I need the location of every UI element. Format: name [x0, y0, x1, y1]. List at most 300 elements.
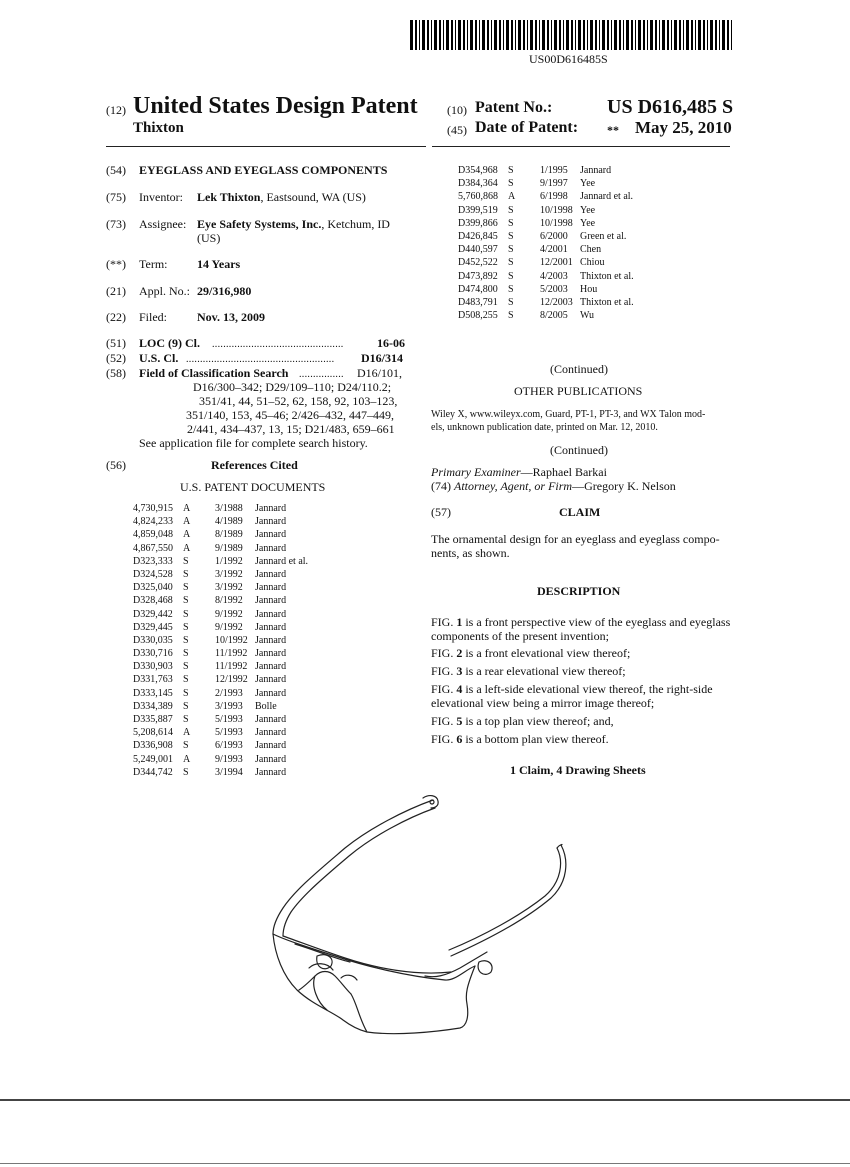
reference-name: Yee [580, 204, 596, 216]
reference-number: D452,522 [458, 257, 498, 269]
filed-label: Filed: [139, 310, 168, 324]
appl-code: (21) [106, 284, 126, 298]
patent-no-code: (10) [447, 103, 467, 117]
barcode-number: US00D616485S [529, 52, 608, 66]
barcode-bar [506, 20, 509, 50]
barcode [410, 20, 732, 50]
reference-kind: S [183, 634, 189, 646]
barcode-bar [494, 20, 497, 50]
reference-row [133, 634, 393, 647]
barcode-bar [542, 20, 545, 50]
reference-number: 5,249,001 [133, 753, 173, 765]
barcode-bar [698, 20, 701, 50]
barcode-bar [719, 20, 720, 50]
description-line [431, 714, 614, 728]
reference-number: D474,800 [458, 283, 498, 295]
reference-name: Bolle [255, 700, 277, 712]
reference-number: 5,208,614 [133, 727, 173, 739]
loc-code: (51) [106, 336, 126, 350]
patent-number: US D616,485 S [607, 96, 734, 118]
reference-name: Jannard [255, 529, 287, 541]
claim-heading: CLAIM [559, 505, 601, 519]
fig-prefix: FIG. [431, 714, 457, 728]
claim-text-line-2: nents, as shown. [431, 546, 510, 560]
reference-number: D329,445 [133, 621, 173, 633]
reference-name: Chiou [580, 257, 605, 269]
reference-name: Jannard [255, 516, 287, 528]
reference-kind: A [183, 727, 191, 739]
reference-number: D329,442 [133, 608, 173, 620]
reference-date: 5/2003 [540, 283, 568, 295]
reference-number: D344,742 [133, 766, 173, 778]
reference-kind: S [508, 178, 514, 190]
inventor-place: , Eastsound, WA (US) [260, 190, 366, 204]
fig-number: 6 [456, 732, 463, 746]
reference-date: 5/1993 [215, 727, 243, 739]
continued-1: (Continued) [550, 362, 608, 376]
barcode-bar [650, 20, 653, 50]
reference-name: Jannard [255, 727, 287, 739]
reference-number: D336,908 [133, 740, 173, 752]
barcode-bar [487, 20, 489, 50]
viewer-bottom-line [0, 1163, 850, 1164]
fig-number: 2 [456, 646, 463, 660]
other-publication-line-1: Wiley X, www.wileyx.com, Guard, PT-1, PT-3, and WX Talon mod- [431, 409, 706, 420]
barcode-bar [635, 20, 636, 50]
us-cl-code: (52) [106, 351, 126, 365]
reference-kind: S [508, 244, 514, 256]
barcode-bar [434, 20, 437, 50]
reference-kind: S [183, 766, 189, 778]
inventor-surname-header: Thixton [133, 120, 184, 136]
barcode-bar [470, 20, 473, 50]
fig-text: is a top plan view thereof; and, [462, 714, 614, 728]
reference-row [133, 568, 393, 581]
primary-examiner-name: —Raphael Barkai [520, 465, 607, 479]
fig-number: 4 [456, 682, 463, 696]
reference-kind: S [508, 296, 514, 308]
barcode-bar [535, 20, 537, 50]
inventor-name: Lek Thixton [197, 190, 261, 204]
reference-date: 4/2003 [540, 270, 568, 282]
inventor-field [197, 190, 366, 204]
reference-name: Chen [580, 244, 602, 256]
field-search-line-5: 2/441, 434–437, 13, 15; D21/483, 659–661 [187, 422, 395, 436]
inventor-code: (75) [106, 190, 126, 204]
reference-number: D323,333 [133, 555, 173, 567]
barcode-bar [547, 20, 549, 50]
fig-prefix: FIG. [431, 664, 457, 678]
barcode-bar [415, 20, 417, 50]
barcode-bar [539, 20, 540, 50]
barcode-bar [686, 20, 689, 50]
reference-name: Wu [580, 310, 595, 322]
reference-date: 8/1992 [215, 595, 243, 607]
reference-name: Jannard [255, 542, 287, 554]
reference-row [133, 753, 393, 766]
barcode-bar [443, 20, 444, 50]
reference-date: 5/1993 [215, 714, 243, 725]
assignee-field [197, 217, 390, 231]
reference-date: 6/1998 [540, 191, 568, 203]
us-cl-label: U.S. Cl. [139, 351, 179, 365]
reference-date: 12/2001 [540, 257, 573, 269]
doc-type-code: (12) [106, 103, 126, 117]
fig-prefix: FIG. [431, 615, 457, 629]
reference-name: Jannard [255, 634, 287, 646]
reference-name: Jannard [255, 687, 287, 699]
fig-prefix: FIG. [431, 732, 457, 746]
fig-number: 5 [456, 714, 463, 728]
reference-kind: S [183, 648, 189, 660]
barcode-bar [727, 20, 729, 50]
term-value: 14 Years [197, 257, 241, 271]
field-search-line-1: D16/101, [357, 366, 402, 380]
reference-name: Thixton et al. [580, 296, 634, 308]
references-heading: References Cited [211, 458, 298, 472]
reference-name: Jannard [255, 766, 287, 778]
reference-kind: S [183, 595, 189, 607]
reference-name: Jannard [255, 621, 287, 633]
barcode-bar [710, 20, 713, 50]
fig-prefix: FIG. [431, 682, 457, 696]
barcode-bar [527, 20, 528, 50]
barcode-bar [499, 20, 501, 50]
loc-value: 16-06 [377, 336, 405, 350]
patent-date: May 25, 2010 [635, 118, 732, 137]
reference-row [458, 296, 718, 309]
reference-number: 4,867,550 [133, 542, 173, 554]
reference-name: Yee [580, 178, 596, 190]
reference-row [458, 217, 718, 230]
barcode-bar [503, 20, 504, 50]
barcode-bar [647, 20, 648, 50]
fig-text: is a bottom plan view thereof. [462, 732, 609, 746]
reference-number: D324,528 [133, 568, 173, 580]
reference-number: D399,866 [458, 217, 498, 229]
reference-number: D508,255 [458, 310, 498, 322]
barcode-bar [559, 20, 561, 50]
reference-row [458, 309, 718, 322]
reference-kind: A [183, 503, 191, 514]
fig-prefix: FIG. [431, 646, 457, 660]
barcode-bar [583, 20, 585, 50]
reference-number: D325,040 [133, 582, 173, 594]
attorney-code: (74) [431, 479, 451, 493]
reference-row [458, 270, 718, 283]
page-bottom-border [0, 1099, 850, 1101]
barcode-bar [566, 20, 569, 50]
reference-date: 3/1988 [215, 503, 243, 514]
barcode-bar [479, 20, 480, 50]
reference-name: Thixton et al. [580, 270, 634, 282]
barcode-bar [518, 20, 521, 50]
reference-name: Jannard [255, 648, 287, 660]
header-divider-right [432, 146, 730, 147]
reference-kind: S [508, 270, 514, 282]
filed-value: Nov. 13, 2009 [197, 310, 266, 324]
barcode-bar [515, 20, 516, 50]
reference-row [133, 502, 393, 515]
filed-code: (22) [106, 310, 126, 324]
reference-row [458, 230, 718, 243]
barcode-bar [554, 20, 557, 50]
barcode-bar [671, 20, 672, 50]
barcode-bar [482, 20, 485, 50]
barcode-bar [611, 20, 612, 50]
reference-date: 3/1992 [215, 582, 243, 594]
description-line: components of the present invention; [431, 629, 609, 643]
reference-date: 9/1997 [540, 178, 568, 190]
reference-number: D330,716 [133, 648, 173, 660]
barcode-bar [467, 20, 468, 50]
right-temple-arm [451, 845, 566, 956]
reference-name: Jannard [255, 740, 287, 752]
assignee-place: , Ketchum, ID [321, 217, 390, 231]
barcode-bar [722, 20, 725, 50]
reference-row [133, 713, 393, 726]
field-search-line-2: D16/300–342; D29/109–110; D24/110.2; [193, 380, 392, 394]
us-cl-dots: ..................................................... [186, 354, 335, 365]
barcode-bar [410, 20, 413, 50]
barcode-bar [683, 20, 684, 50]
loc-dots: ............................................... [212, 339, 344, 350]
patent-no-label: Patent No.: [475, 99, 553, 116]
reference-name: Jannard [255, 714, 287, 725]
assignee-label: Assignee: [139, 217, 187, 231]
reference-number: D330,903 [133, 661, 173, 673]
reference-row [133, 515, 393, 528]
barcode-bar [614, 20, 617, 50]
term-code: (**) [106, 257, 126, 271]
barcode-bar [695, 20, 696, 50]
us-cl-value: D16/314 [361, 351, 403, 365]
barcode-bar [626, 20, 629, 50]
appl-label: Appl. No.: [139, 284, 190, 298]
reference-kind: S [508, 217, 514, 229]
reference-row [458, 283, 718, 296]
reference-row [133, 726, 393, 739]
barcode-bar [655, 20, 657, 50]
reference-name: Jannard [255, 661, 287, 673]
us-patent-docs-heading: U.S. PATENT DOCUMENTS [180, 480, 326, 494]
reference-kind: S [508, 165, 514, 176]
claim-text-line-1: The ornamental design for an eyeglass and eyeglass compo- [431, 532, 720, 546]
barcode-bar [587, 20, 588, 50]
reference-kind: S [183, 568, 189, 580]
barcode-bar [578, 20, 581, 50]
attorney-name: —Gregory K. Nelson [572, 479, 676, 493]
description-line [431, 682, 713, 696]
reference-number: D426,845 [458, 230, 498, 242]
barcode-bar [707, 20, 708, 50]
reference-number: D399,519 [458, 204, 498, 216]
reference-number: D473,892 [458, 270, 498, 282]
description-line [431, 615, 730, 629]
barcode-bar [427, 20, 429, 50]
reference-number: 5,760,868 [458, 191, 498, 203]
reference-name: Jannard [580, 165, 612, 176]
reference-row [133, 528, 393, 541]
reference-name: Green et al. [580, 230, 627, 242]
date-label: Date of Patent: [475, 119, 579, 136]
reference-date: 9/1993 [215, 753, 243, 765]
appl-value: 29/316,980 [197, 284, 252, 298]
barcode-bar [571, 20, 573, 50]
reference-row [458, 256, 718, 269]
references-table-right [458, 164, 718, 322]
attorney [431, 479, 676, 493]
page-title: United States Design Patent [133, 93, 418, 119]
lens-shield [273, 934, 475, 1034]
reference-date: 3/1993 [215, 700, 243, 712]
field-search-line-4: 351/140, 153, 45–46; 2/426–432, 447–449, [186, 408, 395, 422]
assignee-country: (US) [197, 231, 221, 245]
left-temple-arm [273, 800, 433, 934]
barcode-bar [691, 20, 693, 50]
assignee-code: (73) [106, 217, 126, 231]
barcode-bar [551, 20, 552, 50]
reference-number: 4,859,048 [133, 529, 173, 541]
reference-date: 1/1992 [215, 555, 243, 567]
reference-kind: S [508, 283, 514, 295]
title-code: (54) [106, 163, 126, 177]
references-code: (56) [106, 458, 126, 472]
reference-kind: A [508, 191, 516, 203]
reference-date: 11/1992 [215, 648, 248, 660]
barcode-bar [638, 20, 641, 50]
fig-number: 1 [456, 615, 463, 629]
fig-text: is a front perspective view of the eyeglass and eyeglass [462, 615, 731, 629]
barcode-bar [607, 20, 609, 50]
reference-number: D483,791 [458, 296, 498, 308]
field-search-line-3: 351/41, 44, 51–52, 62, 158, 92, 103–123, [199, 394, 398, 408]
loc-label: LOC (9) Cl. [139, 336, 200, 350]
reference-kind: S [183, 555, 189, 567]
barcode-bar [491, 20, 492, 50]
reference-number: D334,389 [133, 700, 173, 712]
reference-row [133, 581, 393, 594]
reference-number: D328,468 [133, 595, 173, 607]
reference-kind: S [183, 740, 189, 752]
barcode-bar [679, 20, 681, 50]
reference-name: Jannard [255, 753, 287, 765]
reference-row [133, 660, 393, 673]
barcode-bar [643, 20, 645, 50]
barcode-bar [475, 20, 477, 50]
barcode-bar [422, 20, 425, 50]
reference-row [133, 542, 393, 555]
reference-kind: A [183, 753, 191, 765]
other-publication-line-2: els, unknown publication date, printed on Mar. 12, 2010. [431, 422, 658, 433]
reference-number: 4,730,915 [133, 503, 173, 514]
reference-date: 12/2003 [540, 296, 573, 308]
header-divider-left [106, 146, 426, 147]
reference-row [133, 687, 393, 700]
fig-number: 3 [456, 664, 463, 678]
description-line [431, 732, 609, 746]
barcode-bar [631, 20, 633, 50]
barcode-bar [595, 20, 597, 50]
reference-name: Jannard [255, 582, 287, 594]
reference-number: D333,145 [133, 687, 173, 699]
reference-number: D354,968 [458, 165, 498, 176]
reference-date: 12/1992 [215, 674, 248, 686]
claim-code: (57) [431, 505, 451, 519]
barcode-bar [590, 20, 593, 50]
reference-name: Yee [580, 217, 596, 229]
field-search-dots: ................ [299, 369, 344, 380]
field-search-code: (58) [106, 366, 126, 380]
reference-number: D440,597 [458, 244, 498, 256]
reference-date: 2/1993 [215, 687, 243, 699]
reference-date: 3/1992 [215, 568, 243, 580]
reference-kind: S [183, 621, 189, 633]
reference-kind: A [183, 529, 191, 541]
barcode-bar [667, 20, 669, 50]
eyeglass-drawing [255, 790, 585, 1045]
claims-sheets-footer: 1 Claim, 4 Drawing Sheets [510, 763, 646, 777]
reference-kind: S [183, 674, 189, 686]
reference-name: Jannard [255, 595, 287, 607]
reference-name: Jannard et al. [580, 191, 634, 203]
barcode-bar [446, 20, 449, 50]
fig-text: is a left-side elevational view thereof, the right-side [462, 682, 713, 696]
barcode-bar [715, 20, 717, 50]
reference-date: 1/1995 [540, 165, 568, 176]
reference-row [458, 164, 718, 177]
reference-row [458, 190, 718, 203]
reference-name: Jannard [255, 568, 287, 580]
barcode-bar [563, 20, 564, 50]
references-table-left [133, 502, 393, 779]
reference-name: Jannard et al. [255, 555, 309, 567]
fig-text: is a rear elevational view thereof; [462, 664, 626, 678]
invention-title: EYEGLASS AND EYEGLASS COMPONENTS [139, 163, 388, 177]
barcode-bar [731, 20, 732, 50]
reference-kind: S [508, 230, 514, 242]
reference-date: 6/1993 [215, 740, 243, 752]
reference-row [133, 621, 393, 634]
reference-date: 8/1989 [215, 529, 243, 541]
description-line [431, 664, 626, 678]
reference-name: Hou [580, 283, 598, 295]
nose-piece [309, 964, 333, 970]
description-line [431, 646, 630, 660]
reference-date: 4/2001 [540, 244, 568, 256]
reference-row [133, 673, 393, 686]
fig-text: is a front elevational view thereof; [462, 646, 631, 660]
reference-number: 4,824,233 [133, 516, 173, 528]
primary-examiner [431, 465, 607, 479]
reference-row [133, 647, 393, 660]
reference-row [458, 177, 718, 190]
reference-date: 4/1989 [215, 516, 243, 528]
reference-row [458, 243, 718, 256]
barcode-bar [602, 20, 605, 50]
barcode-bar [431, 20, 432, 50]
barcode-bar [659, 20, 660, 50]
reference-name: Jannard [255, 608, 287, 620]
reference-date: 9/1989 [215, 542, 243, 554]
reference-kind: S [183, 661, 189, 673]
reference-kind: S [183, 687, 189, 699]
reference-name: Jannard [255, 503, 287, 514]
reference-kind: S [183, 582, 189, 594]
date-code: (45) [447, 123, 467, 137]
barcode-bar [523, 20, 525, 50]
barcode-bar [455, 20, 456, 50]
